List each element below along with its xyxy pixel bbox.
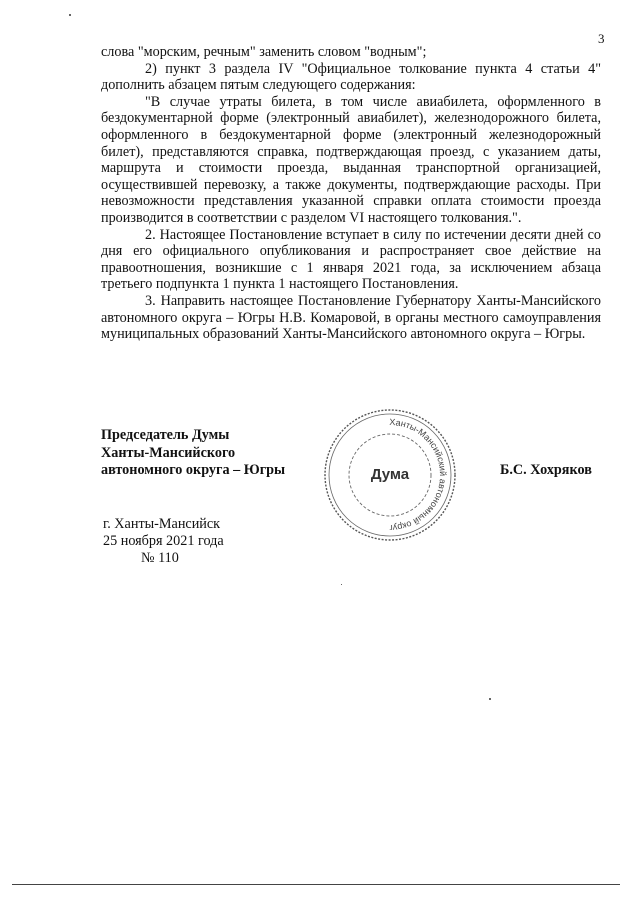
place-date-block xyxy=(103,516,224,567)
paragraph-entry-into-force: 2. Настоящее Постановление вступает в силу по истечении десяти дней со дня его официального опубликования и распространяет свое действие на правоотношения, возникшие с 1 января 2021 года, за исключением абзаца третьего подпункта 1 пункта 1 настоящего Постановления. xyxy=(101,226,601,293)
signatory-name: Б.С. Хохряков xyxy=(500,462,592,478)
seal-ring-text: Ханты-Мансийский автономный округ xyxy=(389,416,449,534)
paragraph-quoted-addition: "В случае утраты билета, в том числе авиабилета, оформленного в бездокументарной форме (электронный авиабилет), железнодорожного билета, оформленного в бездокументарной форме (электронный железнодорожный билет), представляются справка, подтверждающая проезд, с указанием даты, маршрута и стоимости проезда, выданная транспортной организацией, осуществившей перевозку, а также документы, подтверждающие расходы. При невозможности представления указанной справки оплата стоимости проезда производится в соответствии с разделом VI настоящего толкования.". xyxy=(101,93,601,226)
document-body xyxy=(101,44,601,343)
bottom-rule xyxy=(12,884,620,885)
issue-city: г. Ханты-Мансийск xyxy=(103,516,221,532)
signatory-title xyxy=(101,427,285,480)
scan-speck xyxy=(489,698,491,700)
paragraph-direct-to-governor: 3. Направить настоящее Постановление Губернатору Ханты-Мансийского автономного округа – Югры Н.В. Комаровой, в органы местного самоуправления муниципальных образований Ханты-Мансийского автономного округа – Югры. xyxy=(101,292,601,343)
page-number: 3 xyxy=(598,31,605,46)
signatory-title-line: Ханты-Мансийского xyxy=(101,444,236,461)
paragraph-word-replacement: слова "морским, речным" заменить словом "водным"; xyxy=(101,44,427,60)
signatory-title-line: автономного округа – Югры xyxy=(101,462,286,478)
seal-center-text: Дума xyxy=(370,466,410,483)
scan-speck xyxy=(341,584,342,585)
official-seal xyxy=(322,407,458,543)
resolution-number: № 110 xyxy=(141,550,179,566)
signatory-title-line: Председатель Думы xyxy=(101,427,230,443)
scan-speck xyxy=(69,14,71,16)
issue-date: 25 ноября 2021 года xyxy=(103,533,224,549)
paragraph-item-2: 2) пункт 3 раздела IV "Официальное толкование пункта 4 статьи 4" дополнить абзацем пятым следующего содержания: xyxy=(101,60,601,94)
